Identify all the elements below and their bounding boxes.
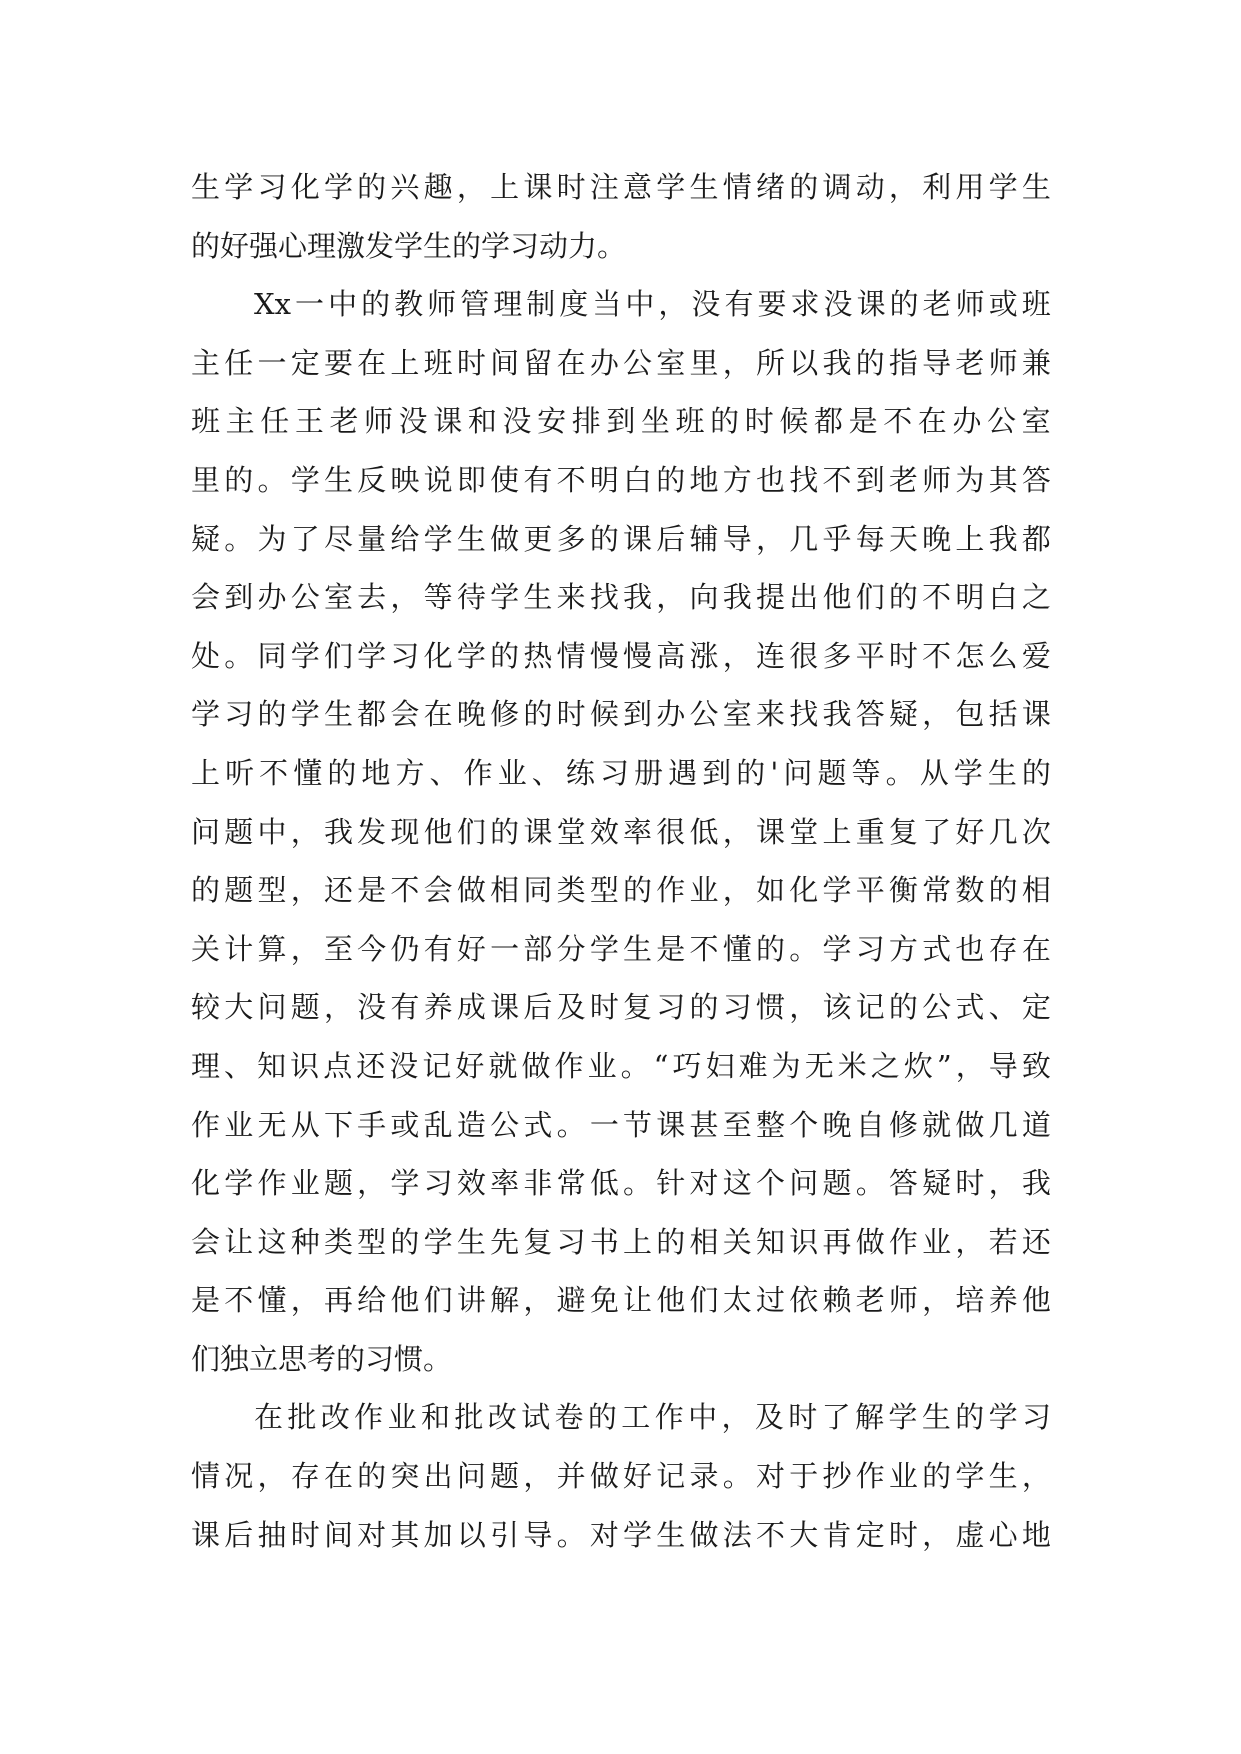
text-line: 疑 。 为 了 尽 量 给 学 生 做 更 多 的 课 后 辅 导 ， 几 乎 每 天 晚 上 我 都 [191,521,1051,556]
text-line: 问 题 中 ， 我 发 现 他 们 的 课 堂 效 率 很 低 ， 课 堂 上 重 复 了 好 几 次 [191,814,1051,849]
text-line: 关 计 算 ， 至 今 仍 有 好 一 部 分 学 生 是 不 懂 的 。 学 习 方 式 也 存 在 [191,931,1051,966]
text-line: 上 听 不 懂 的 地 方 、 作 业 、 练 习 册 遇 到 的 ' 问 题 等 。 从 学 生 的 [191,755,1051,790]
text-line: 课 后 抽 时 间 对 其 加 以 引 导 。 对 学 生 做 法 不 大 肯 定 时 ， 虚 心 地 [191,1517,1051,1552]
text-line: 会 让 这 种 类 型 的 学 生 先 复 习 书 上 的 相 关 知 识 再 做 作 业 ， 若 还 [191,1224,1051,1259]
text-line: 化 学 作 业 题 ， 学 习 效 率 非 常 低 。 针 对 这 个 问 题 。 答 疑 时 ， 我 [191,1166,1051,1201]
text-line: 处 。 同 学 们 学 习 化 学 的 热 情 慢 慢 高 涨 ， 连 很 多 平 时 不 怎 么 爱 [191,638,1051,673]
text-line: 们独立思考的习惯。 [191,1341,453,1376]
text-line: 较 大 问 题 ， 没 有 养 成 课 后 及 时 复 习 的 习 惯 ， 该 记 的 公 式 、 定 [191,990,1051,1025]
text-line: 情 况 ， 存 在 的 突 出 问 题 ， 并 做 好 记 录 。 对 于 抄 作 业 的 学 生 ， [191,1459,1051,1494]
text-line: 学 习 的 学 生 都 会 在 晚 修 的 时 候 到 办 公 室 来 找 我 答 疑 ， 包 括 课 [191,697,1051,732]
text-line: 班 主 任 王 老 师 没 课 和 没 安 排 到 坐 班 的 时 候 都 是 不 在 办 公 室 [191,404,1051,439]
text-line: 的好强心理激发学生的学习动力。 [191,228,627,263]
text-line: 是 不 懂 ， 再 给 他 们 讲 解 ， 避 免 让 他 们 太 过 依 赖 老 师 ， 培 养 他 [191,1283,1051,1318]
text-line: 理 、 知 识 点 还 没 记 好 就 做 作 业 。 “ 巧 妇 难 为 无 米 之 炊 ” ， 导 致 [191,1048,1051,1083]
text-line: 会 到 办 公 室 去 ， 等 待 学 生 来 找 我 ， 向 我 提 出 他 们 的 不 明 白 之 [191,580,1051,615]
text-line: 作 业 无 从 下 手 或 乱 造 公 式 。 一 节 课 甚 至 整 个 晚 自 修 就 做 几 道 [191,1107,1051,1142]
text-line: 在 批 改 作 业 和 批 改 试 卷 的 工 作 中 ， 及 时 了 解 学 生 的 学 习 [254,1400,1051,1435]
text-line: 里 的 。 学 生 反 映 说 即 使 有 不 明 白 的 地 方 也 找 不 到 老 师 为 其 答 [191,462,1051,497]
text-line: Xx 一 中 的 教 师 管 理 制 度 当 中 ， 没 有 要 求 没 课 的 老 师 或 班 [254,287,1051,322]
text-line: 主 任 一 定 要 在 上 班 时 间 留 在 办 公 室 里 ， 所 以 我 的 指 导 老 师 兼 [191,345,1051,380]
text-line: 生 学 习 化 学 的 兴 趣 ， 上 课 时 注 意 学 生 情 绪 的 调 动 ， 利 用 学 生 [191,170,1051,204]
document-body [191,158,1051,1564]
text-line: 的 题 型 ， 还 是 不 会 做 相 同 类 型 的 作 业 ， 如 化 学 平 衡 常 数 的 相 [191,873,1051,908]
